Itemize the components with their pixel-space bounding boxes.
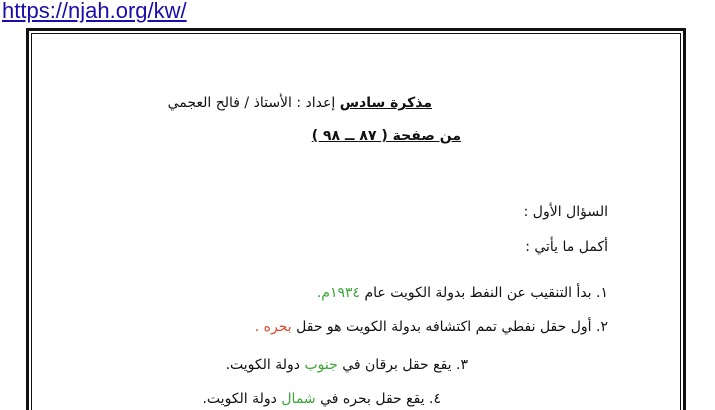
item-2-text: ٢. أول حقل نفطي تمم اكتشافه بدولة الكويت هو حقل <box>291 319 608 335</box>
list-item-3 <box>226 356 468 374</box>
item-3-text: ٣. يقع حقل برقان في <box>337 357 468 373</box>
document-title: مذكرة سادس <box>339 95 432 111</box>
item-1-answer: ١٩٣٤م. <box>316 285 361 301</box>
item-3-answer: جنوب <box>304 357 338 373</box>
item-2-answer: بحره . <box>254 319 292 335</box>
item-4-after: دولة الكويت. <box>202 391 282 407</box>
list-item-1 <box>317 284 608 302</box>
document-author: إعداد : الأستاذ / فالح العجمي <box>167 95 340 111</box>
list-item-4 <box>202 390 441 408</box>
page-border-inner <box>31 33 681 410</box>
item-1-text: ١. بدأ التنقيب عن النفط بدولة الكويت عام <box>360 285 608 301</box>
item-4-answer: شمال <box>281 391 316 407</box>
document-title-line <box>168 94 432 112</box>
item-4-text: ٤. يقع حقل بحره في <box>315 391 441 407</box>
page-range-heading: من صفحة ( ٨٧ ــ ٩٨ ) <box>311 128 461 144</box>
source-url-link[interactable]: https://njah.org/kw/ <box>2 0 187 23</box>
question-heading: السؤال الأول : <box>523 204 608 220</box>
question-instruction: أكمل ما يأتي : <box>525 239 608 255</box>
list-item-2 <box>255 318 608 336</box>
item-3-after: دولة الكويت. <box>225 357 305 373</box>
